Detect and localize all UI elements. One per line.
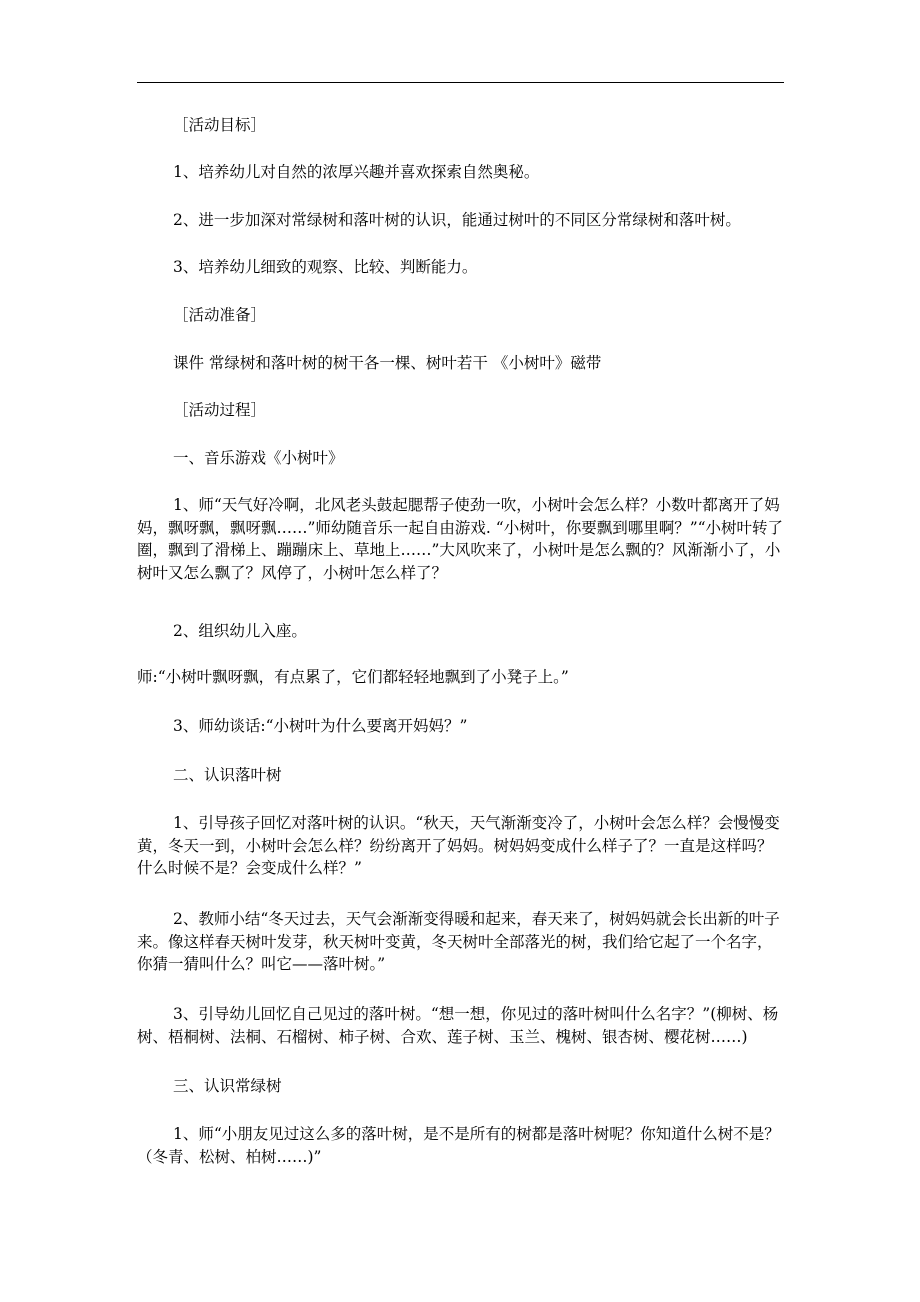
header-rule xyxy=(137,82,784,83)
section-2-step-2: 2、教师小结“冬天过去，天气会渐渐变得暖和起来，春天来了，树妈妈就会长出新的叶子来。像这样春天树叶发芽，秋天树叶变黄，冬天树叶全部落光的树，我们给它起了一个名字，你猜一猜叫什么？叫它——落叶树。” xyxy=(137,910,780,973)
heading-activity-prep: ［活动准备］ xyxy=(173,306,267,324)
heading-activity-goals: ［活动目标］ xyxy=(173,116,267,134)
goal-3: 3、培养幼儿细致的观察、比较、判断能力。 xyxy=(173,258,478,276)
section-1-step-3: 3、师幼谈话:“小树叶为什么要离开妈妈？” xyxy=(173,717,468,735)
goal-2: 2、进一步加深对常绿树和落叶树的认识，能通过树叶的不同区分常绿树和落叶树。 xyxy=(173,211,741,229)
heading-activity-process: ［活动过程］ xyxy=(173,401,267,419)
section-3-step-1: 1、师“小朋友见过这么多的落叶树，是不是所有的树都是落叶树呢？你知道什么树不是？（冬青、松树、柏树……)” xyxy=(137,1125,780,1166)
section-1-step-1: 1、师“天气好冷啊，北风老头鼓起腮帮子使劲一吹，小树叶会怎么样？小数叶都离开了妈妈，飘呀飘，飘呀飘……”师幼随音乐一起自由游戏. “小树叶，你要飘到哪里啊？”“小树叶转了圈，飘到了滑梯上、蹦蹦床上、草地上……”大风吹来了，小树叶是怎么飘的？风渐渐小了，小树叶又怎么飘了？风停了，小树叶怎么样了？ xyxy=(137,496,784,582)
section-3-title: 三、认识常绿树 xyxy=(173,1077,282,1095)
section-2-title: 二、认识落叶树 xyxy=(173,766,282,784)
section-2-step-3: 3、引导幼儿回忆自己见过的落叶树。“想一想，你见过的落叶树叫什么名字？”(柳树、杨树、梧桐树、法桐、石榴树、柿子树、合欢、莲子树、玉兰、槐树、银杏树、樱花树……) xyxy=(137,1005,779,1046)
section-1-step-2: 2、组织幼儿入座。 xyxy=(173,622,307,640)
teacher-line: 师:“小树叶飘呀飘，有点累了，它们都轻轻地飘到了小凳子上。” xyxy=(137,668,569,686)
prep-materials: 课件 常绿树和落叶树的树干各一棵、树叶若干 《小树叶》磁带 xyxy=(173,354,602,372)
section-1-title: 一、音乐游戏《小树叶》 xyxy=(173,449,344,467)
goal-1: 1、培养幼儿对自然的浓厚兴趣并喜欢探索自然奥秘。 xyxy=(173,163,540,181)
section-2-step-1: 1、引导孩子回忆对落叶树的认识。“秋天，天气渐渐变冷了，小树叶会怎么样？会慢慢变黄，冬天一到，小树叶会怎么样？纷纷离开了妈妈。树妈妈变成什么样子了？一直是这样吗？什么时候不是？会变成什么样？” xyxy=(137,814,780,877)
